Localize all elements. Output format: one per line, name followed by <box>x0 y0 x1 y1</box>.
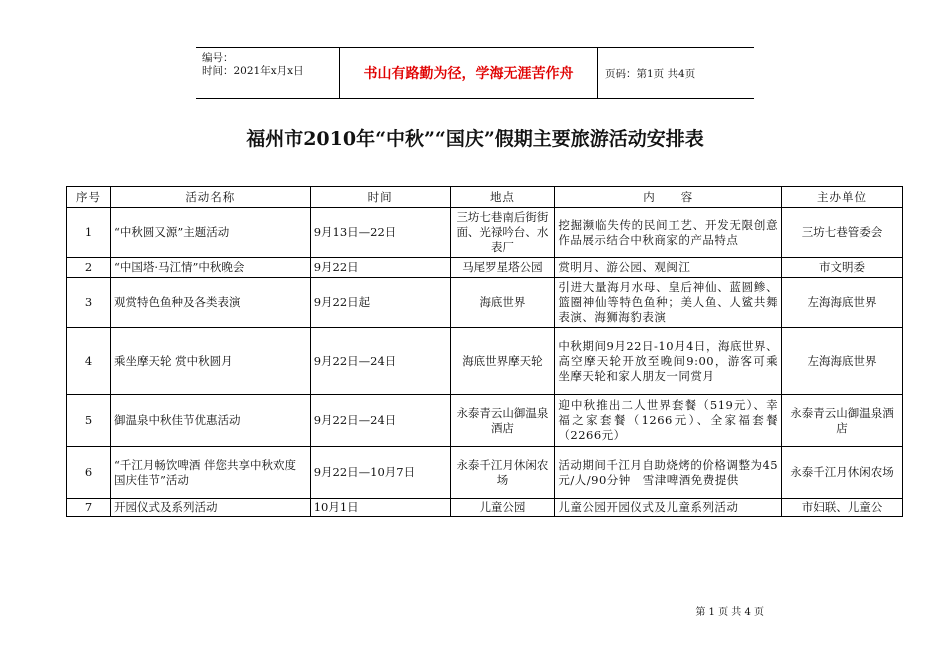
cell-content: 迎中秋推出二人世界套餐（519元）、幸福之家套餐（1266元）、全家福套餐（2266元） <box>555 395 782 447</box>
column-header-organizer: 主办单位 <box>782 187 903 208</box>
table-row <box>67 447 903 499</box>
column-header-name: 活动名称 <box>110 187 310 208</box>
cell-place: 三坊七巷南后街街面、光禄吟台、水表厂 <box>450 208 555 258</box>
cell-number: 3 <box>67 278 111 328</box>
cell-organizer: 永泰千江月休闲农场 <box>782 447 903 499</box>
cell-name: “中秋圆又源”主题活动 <box>110 208 310 258</box>
cell-time: 9月22日起 <box>310 278 450 328</box>
column-header-time: 时间 <box>310 187 450 208</box>
cell-organizer: 市妇联、儿童公 <box>782 499 903 517</box>
cell-content: 儿童公园开园仪式及儿童系列活动 <box>555 499 782 517</box>
cell-number: 6 <box>67 447 111 499</box>
cell-number: 1 <box>67 208 111 258</box>
cell-name: “中国塔·马江情”中秋晚会 <box>110 258 310 278</box>
cell-name: 观赏特色鱼种及各类表演 <box>110 278 310 328</box>
table-row <box>67 395 903 447</box>
cell-name: 开园仪式及系列活动 <box>110 499 310 517</box>
table-row <box>67 258 903 278</box>
cell-number: 4 <box>67 328 111 395</box>
cell-organizer: 左海海底世界 <box>782 278 903 328</box>
cell-time: 9月22日 <box>310 258 450 278</box>
cell-organizer: 左海海底世界 <box>782 328 903 395</box>
table-row <box>67 208 903 258</box>
column-header-place: 地点 <box>450 187 555 208</box>
activity-table <box>66 186 903 517</box>
header-meta <box>202 52 304 78</box>
cell-organizer: 市文明委 <box>782 258 903 278</box>
page-footer: 第 1 页 共 4 页 <box>695 607 764 618</box>
header-number-label: 编号： <box>202 52 234 64</box>
cell-time: 9月22日—24日 <box>310 328 450 395</box>
cell-number: 2 <box>67 258 111 278</box>
cell-organizer: 三坊七巷管委会 <box>782 208 903 258</box>
cell-content: 赏明月、游公园、观闽江 <box>555 258 782 278</box>
column-header-content: 内 容 <box>555 187 782 208</box>
cell-name: 御温泉中秋佳节优惠活动 <box>110 395 310 447</box>
cell-organizer: 永泰青云山御温泉酒店 <box>782 395 903 447</box>
cell-number: 5 <box>67 395 111 447</box>
cell-place: 永泰千江月休闲农场 <box>450 447 555 499</box>
table-header-row <box>67 187 903 208</box>
cell-time: 9月22日—10月7日 <box>310 447 450 499</box>
cell-content: 挖掘濒临失传的民间工艺、开发无限创意作品展示结合中秋商家的产品特点 <box>555 208 782 258</box>
cell-time: 9月22日—24日 <box>310 395 450 447</box>
table-row <box>67 499 903 517</box>
page-header <box>196 47 754 99</box>
cell-place: 海底世界摩天轮 <box>450 328 555 395</box>
header-motto: 书山有路勤为径，学海无涯苦作舟 <box>339 48 598 98</box>
header-page-info: 页码：第1页 共4页 <box>605 67 696 80</box>
cell-content: 引进大量海月水母、皇后神仙、蓝圆鲹、篮圈神仙等特色鱼种；美人鱼、人鲨共舞表演、海狮海豹表演 <box>555 278 782 328</box>
header-time: 时间：2021年x月x日 <box>202 65 304 77</box>
table-row <box>67 328 903 395</box>
cell-place: 儿童公园 <box>450 499 555 517</box>
cell-name: 乘坐摩天轮 赏中秋圆月 <box>110 328 310 395</box>
cell-time: 9月13日—22日 <box>310 208 450 258</box>
cell-number: 7 <box>67 499 111 517</box>
cell-place: 海底世界 <box>450 278 555 328</box>
column-header-number: 序号 <box>67 187 111 208</box>
cell-name: “千江月畅饮啤酒 伴您共享中秋欢度国庆佳节”活动 <box>110 447 310 499</box>
document-title: 福州市2010年“中秋”“国庆”假期主要旅游活动安排表 <box>246 128 704 150</box>
cell-content: 中秋期间9月22日-10月4日，海底世界、高空摩天轮开放至晚间9:00，游客可乘坐摩天轮和家人朋友一同赏月 <box>555 328 782 395</box>
cell-place: 永泰青云山御温泉酒店 <box>450 395 555 447</box>
cell-time: 10月1日 <box>310 499 450 517</box>
table-row <box>67 278 903 328</box>
cell-content: 活动期间千江月自助烧烤的价格调整为45元/人/90分钟 雪津啤酒免费提供 <box>555 447 782 499</box>
cell-place: 马尾罗星塔公园 <box>450 258 555 278</box>
